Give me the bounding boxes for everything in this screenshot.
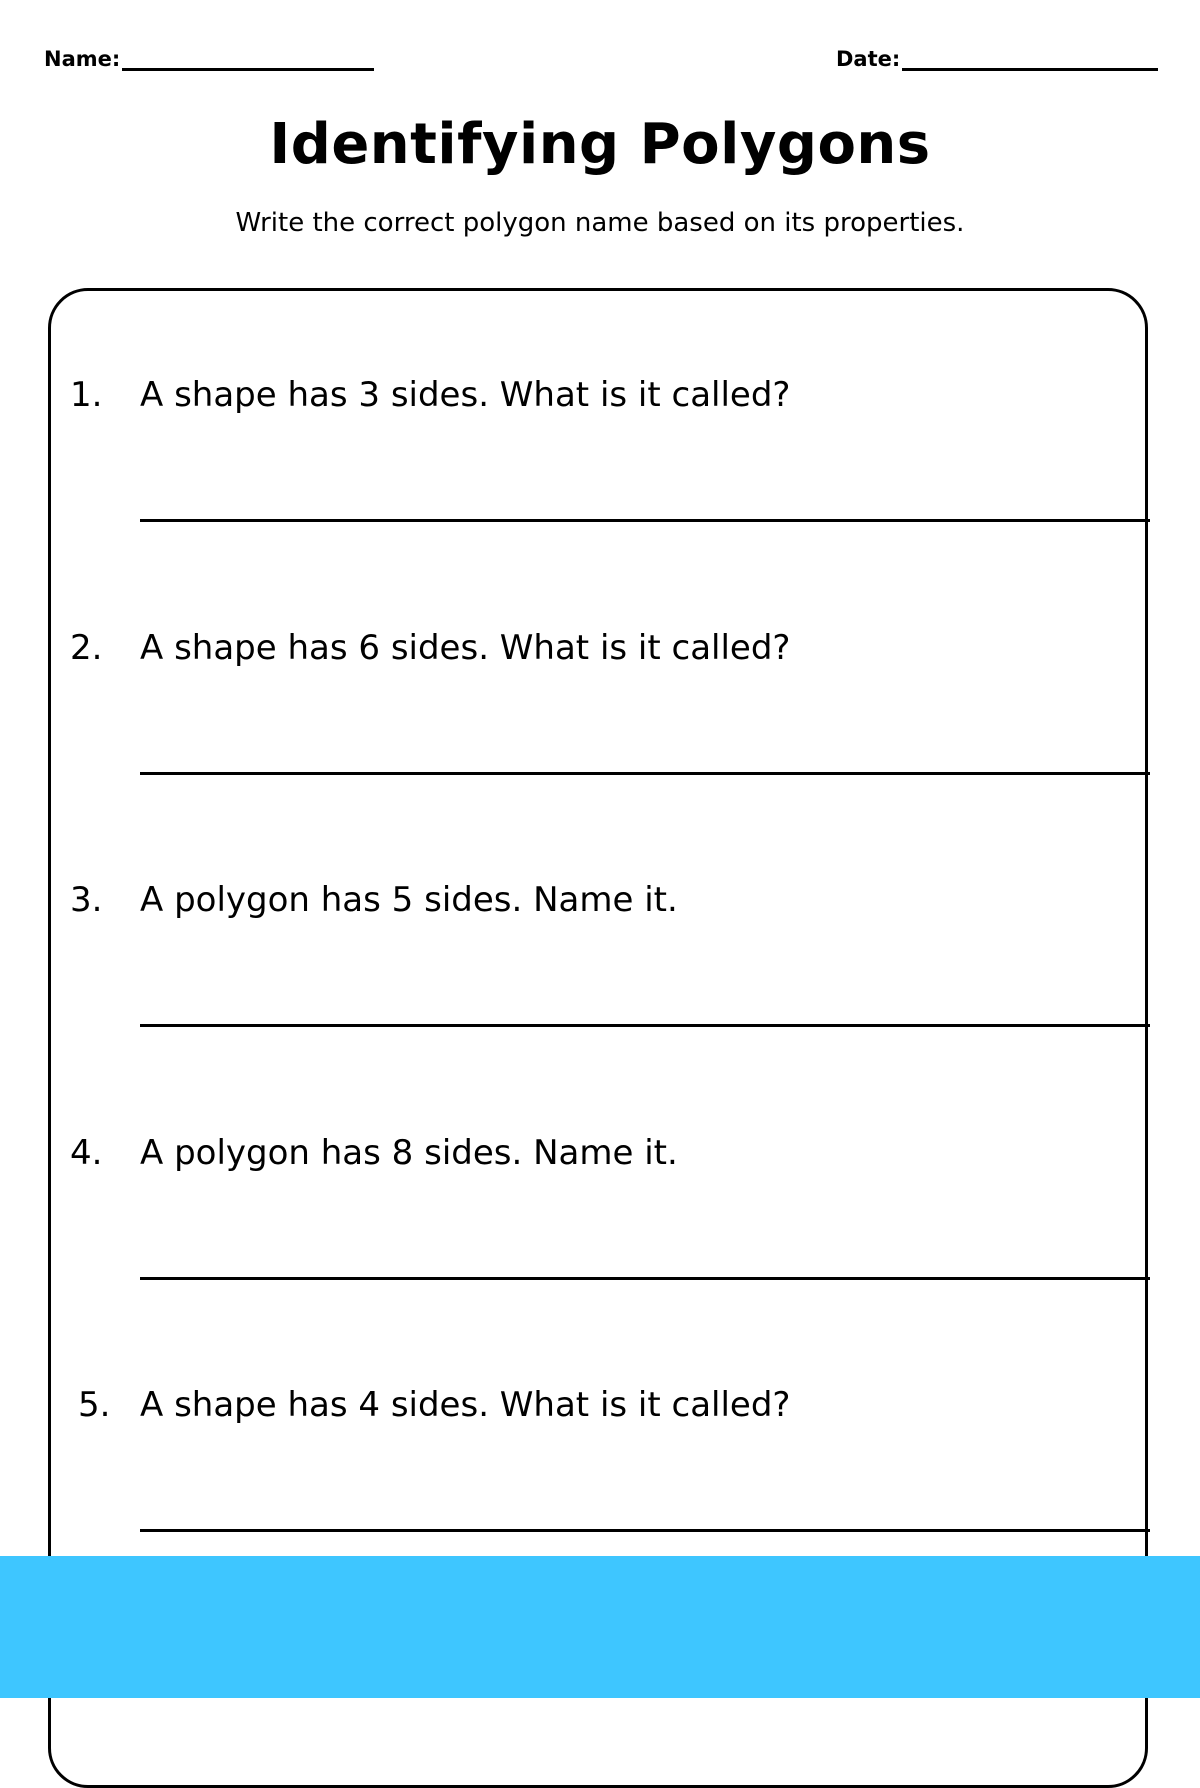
name-input-line[interactable]: [122, 44, 374, 71]
question-text: A shape has 3 sides. What is it called?: [140, 375, 791, 415]
answer-line-5[interactable]: [140, 1529, 1150, 1532]
answer-line-4[interactable]: [140, 1277, 1150, 1280]
question-text: A shape has 6 sides. What is it called?: [140, 628, 791, 668]
question-number: 2.: [70, 628, 103, 668]
answer-line-3[interactable]: [140, 1024, 1150, 1027]
date-label: Date:: [836, 47, 901, 71]
question-5: [78, 1385, 790, 1425]
question-number: 1.: [70, 375, 103, 415]
answer-line-1[interactable]: [140, 519, 1150, 522]
question-text: A shape has 4 sides. What is it called?: [140, 1385, 791, 1425]
question-3: [70, 880, 678, 920]
question-text: A polygon has 5 sides. Name it.: [140, 880, 678, 920]
question-text: A polygon has 8 sides. Name it.: [140, 1133, 678, 1173]
question-1: [70, 375, 790, 415]
date-field[interactable]: [836, 44, 1158, 71]
page-subtitle: Write the correct polygon name based on its properties.: [235, 208, 965, 238]
question-number: 3.: [70, 880, 103, 920]
question-2: [70, 628, 790, 668]
name-field[interactable]: [44, 44, 374, 71]
name-label: Name:: [44, 47, 121, 71]
answer-line-2[interactable]: [140, 772, 1150, 775]
bottom-banner: [0, 1556, 1200, 1698]
question-number: 4.: [70, 1133, 103, 1173]
date-input-line[interactable]: [902, 44, 1158, 71]
question-number: 5.: [78, 1385, 111, 1425]
page-title: Identifying Polygons: [269, 112, 931, 177]
question-4: [70, 1133, 678, 1173]
